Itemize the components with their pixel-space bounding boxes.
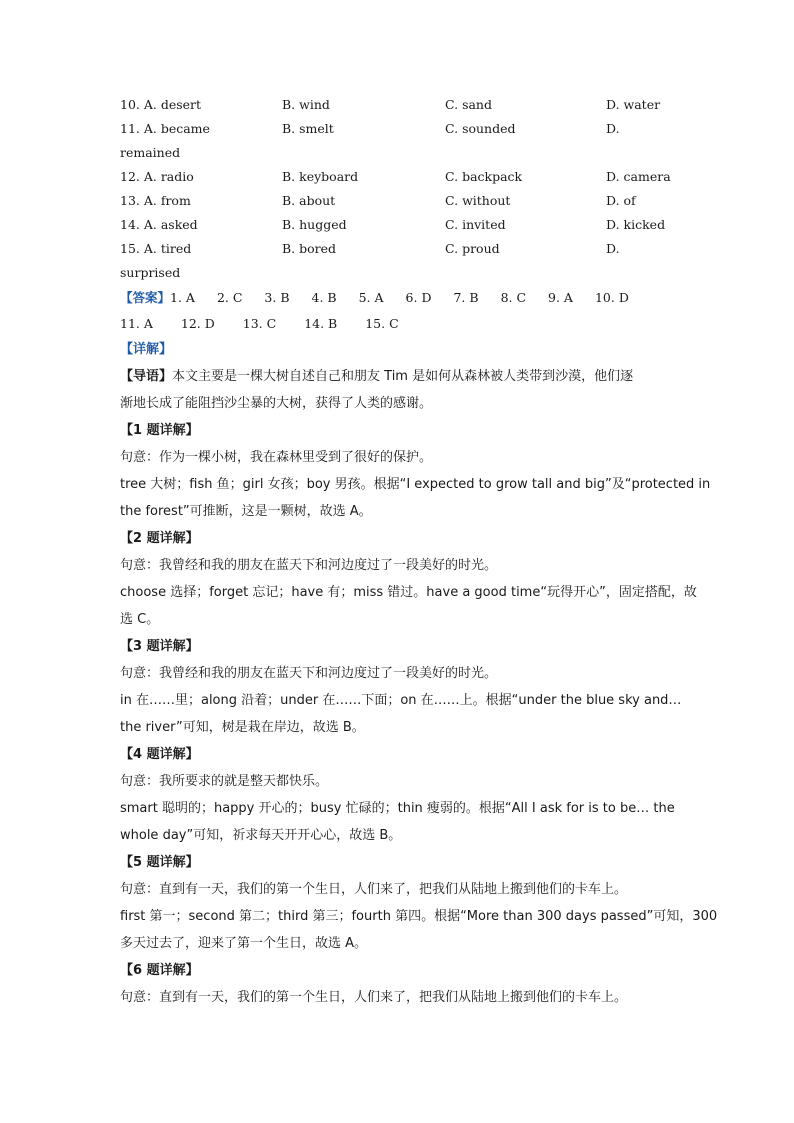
option-b: B. hugged <box>282 216 347 232</box>
option-a: 13. A. from <box>120 192 191 208</box>
option-d: D. <box>606 120 620 136</box>
answer-item: 4. B <box>311 289 337 305</box>
answer-item: 6. D <box>405 289 432 305</box>
answer-item: 15. C <box>365 315 399 331</box>
answer-item: 1. A <box>170 289 195 305</box>
document-page <box>120 92 718 1011</box>
answer-line-2 <box>120 310 680 336</box>
option-c: C. sounded <box>445 120 516 136</box>
section-text-line: 句意：直到有一天，我们的第一个生日，人们来了，把我们从陆地上搬到他们的卡车上。 <box>120 882 628 897</box>
option-a: 11. A. became <box>120 120 210 136</box>
section-text-line: tree 大树；fish 鱼；girl 女孩；boy 男孩。根据“I expected to grow tall and big”及“protected in <box>120 477 711 492</box>
option-b: B. bored <box>282 240 337 256</box>
option-b: B. wind <box>282 96 330 112</box>
option-row <box>120 164 680 188</box>
option-row <box>120 212 680 236</box>
section-heading: 【6 题详解】 <box>120 963 199 978</box>
option-b: B. smelt <box>282 120 334 136</box>
option-d: D. camera <box>606 168 671 184</box>
option-row <box>120 236 680 260</box>
option-row <box>120 188 680 212</box>
option-c: C. without <box>445 192 511 208</box>
intro-text-1: 本文主要是一棵大树自述自己和朋友 Tim 是如何从森林被人类带到沙漠，他们逐 <box>172 369 634 384</box>
option-a: 15. A. tired <box>120 240 192 256</box>
section-text-line: 多天过去了，迎来了第一个生日，故选 A。 <box>120 936 368 951</box>
section-text-line: 句意：我所要求的就是整天都快乐。 <box>120 774 329 789</box>
option-c: C. sand <box>445 96 492 112</box>
answer-item: 5. A <box>358 289 384 305</box>
option-row <box>120 92 680 116</box>
option-continuation: remained <box>120 144 181 160</box>
option-d: D. of <box>606 192 636 208</box>
answer-item: 7. B <box>453 289 479 305</box>
answers-group-2 <box>120 316 427 331</box>
answer-line-1 <box>120 284 680 310</box>
option-a: 10. A. desert <box>120 96 202 112</box>
answer-item: 2. C <box>216 289 243 305</box>
section-heading: 【3 题详解】 <box>120 639 199 654</box>
detail-label: 【详解】 <box>120 342 173 357</box>
section-text-line: 句意：我曾经和我的朋友在蓝天下和河边度过了一段美好的时光。 <box>120 558 498 573</box>
section-text-line: first 第一；second 第二；third 第三；fourth 第四。根据“More than 300 days passed”可知，300 <box>120 909 718 924</box>
answer-item: 8. C <box>500 289 527 305</box>
answer-item: 11. A <box>120 315 153 331</box>
answer-item: 9. A <box>548 289 573 305</box>
section-heading: 【4 题详解】 <box>120 747 199 762</box>
option-d: D. <box>606 240 620 256</box>
intro-text-2: 渐地长成了能阻挡沙尘暴的大树，获得了人类的感谢。 <box>120 396 433 411</box>
section-heading: 【1 题详解】 <box>120 423 199 438</box>
explanation-sections <box>120 417 718 1011</box>
section-text-line: 选 C。 <box>120 612 160 627</box>
answers-group-1 <box>170 290 651 305</box>
option-b: B. keyboard <box>282 168 359 184</box>
answer-label: 【答案】 <box>120 290 171 305</box>
option-list <box>120 92 680 284</box>
option-b: B. about <box>282 192 336 208</box>
answer-item: 13. C <box>242 315 277 331</box>
section-text-line: 句意：作为一棵小树，我在森林里受到了很好的保护。 <box>120 450 433 465</box>
option-c: C. proud <box>445 240 500 256</box>
option-row <box>120 116 680 140</box>
answer-item: 3. B <box>264 289 290 305</box>
answer-item: 14. B <box>304 315 338 331</box>
option-a: 12. A. radio <box>120 168 194 184</box>
option-c: C. invited <box>445 216 506 232</box>
option-a: 14. A. asked <box>120 216 198 232</box>
section-text-line: the forest”可推断，这是一颗树，故选 A。 <box>120 504 372 519</box>
option-d: D. water <box>606 96 661 112</box>
answer-item: 10. D <box>594 289 629 305</box>
section-text-line: 句意：直到有一天，我们的第一个生日，人们来了，把我们从陆地上搬到他们的卡车上。 <box>120 990 628 1005</box>
section-text-line: whole day”可知，祈求每天开开心心，故选 B。 <box>120 828 402 843</box>
section-text-line: in 在……里；along 沿着；under 在……下面；on 在……上。根据“under the blue sky and… <box>120 693 682 708</box>
option-continuation: surprised <box>120 264 181 280</box>
option-c: C. backpack <box>445 168 523 184</box>
intro-label: 【导语】 <box>120 369 173 384</box>
section-heading: 【5 题详解】 <box>120 855 199 870</box>
section-text-line: smart 聪明的；happy 开心的；busy 忙碌的；thin 瘦弱的。根据“All I ask for is to be… the <box>120 801 675 816</box>
section-heading: 【2 题详解】 <box>120 531 199 546</box>
section-text-line: choose 选择；forget 忘记；have 有；miss 错过。have a good time“玩得开心”，固定搭配，故 <box>120 585 697 600</box>
section-text-line: 句意：我曾经和我的朋友在蓝天下和河边度过了一段美好的时光。 <box>120 666 498 681</box>
answer-item: 12. D <box>180 315 215 331</box>
section-text-line: the river”可知，树是栽在岸边，故选 B。 <box>120 720 365 735</box>
option-d: D. kicked <box>606 216 666 232</box>
